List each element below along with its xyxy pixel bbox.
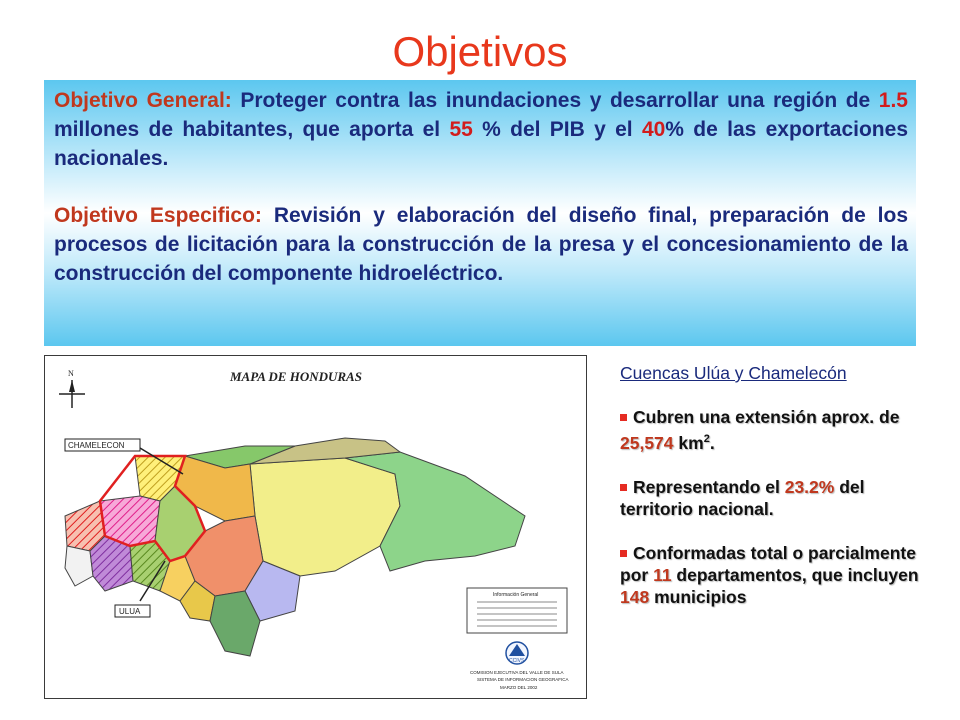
map-title: MAPA DE HONDURAS: [230, 369, 362, 384]
bullet-square-icon: [620, 550, 627, 557]
bullet-departamentos: [620, 542, 940, 608]
bullet-extension: [620, 406, 940, 454]
extension-value: 25,574: [620, 432, 674, 453]
b3-post: municipios: [649, 586, 747, 607]
map-image: [45, 356, 586, 698]
especifico-label: Objetivo Especifico:: [54, 204, 262, 227]
objetivo-especifico: [54, 201, 908, 288]
cuencas-title: Cuencas Ulúa y Chamelecón: [620, 363, 847, 383]
b1-unit: km: [673, 432, 704, 453]
municipios-value: 148: [620, 586, 650, 607]
footer-line-1: COMISION EJECUTIVA DEL VALLE DE SULA: [470, 670, 564, 675]
chamelecon-label: CHAMELECON: [68, 441, 125, 450]
objectives-box: [44, 80, 916, 346]
dept-ocotepeque: [65, 546, 93, 586]
b3-mid: departamentos, que incluyen: [671, 564, 919, 585]
especifico-text: Revisión y elaboración del diseño final, preparación de los procesos de licitación para la construcción de la presa y el concesionamiento de la construcción del componente hidroeléctrico.: [54, 204, 908, 285]
ulua-label: ULUA: [119, 607, 141, 616]
bullet-square-icon: [620, 484, 627, 491]
territorio-value: 23.2%: [784, 476, 835, 497]
departamentos-value: 11: [653, 564, 672, 585]
general-text-3: % del PIB y el: [472, 118, 642, 141]
general-text-1: Proteger contra las inundaciones y desarrollar una región de: [231, 89, 879, 112]
org-label: CCIVS: [509, 658, 525, 664]
north-label: N: [68, 369, 74, 378]
general-label: Objetivo General:: [54, 89, 232, 112]
b2-pre: Representando el: [633, 476, 785, 497]
b3-pre: Conformadas total o parcialmente por: [620, 542, 916, 585]
general-text-2: millones de habitantes, que aporta el: [54, 118, 450, 141]
objetivo-general: [54, 86, 908, 173]
cuencas-panel: [620, 362, 940, 630]
footer-date: MARZO DEL 2002: [500, 685, 538, 690]
departments: [65, 438, 525, 656]
legend-heading: Información General: [493, 592, 539, 598]
footer-line-2: SISTEMA DE INFORMACION GEOGRAFICA: [477, 677, 569, 682]
general-value-exports: 40: [641, 118, 666, 141]
map-legend: [467, 588, 569, 690]
b1-end: .: [709, 432, 715, 453]
ccivs-logo-icon: [506, 642, 528, 664]
general-value-population: 1.5: [878, 89, 908, 112]
b1-sup: 2: [703, 433, 710, 445]
honduras-map: [44, 355, 587, 699]
bullet-square-icon: [620, 414, 627, 421]
general-value-pib: 55: [449, 118, 473, 141]
bullet-territorio: [620, 476, 940, 520]
general-text-4: % de las exportaciones nacionales.: [54, 118, 908, 170]
b2-post: del territorio nacional.: [620, 476, 865, 519]
north-arrow-icon: [59, 369, 85, 408]
dept-olancho: [250, 458, 400, 576]
b1-pre: Cubren una extensión aprox. de: [633, 407, 900, 427]
page-title: Objetivos: [392, 28, 568, 75]
